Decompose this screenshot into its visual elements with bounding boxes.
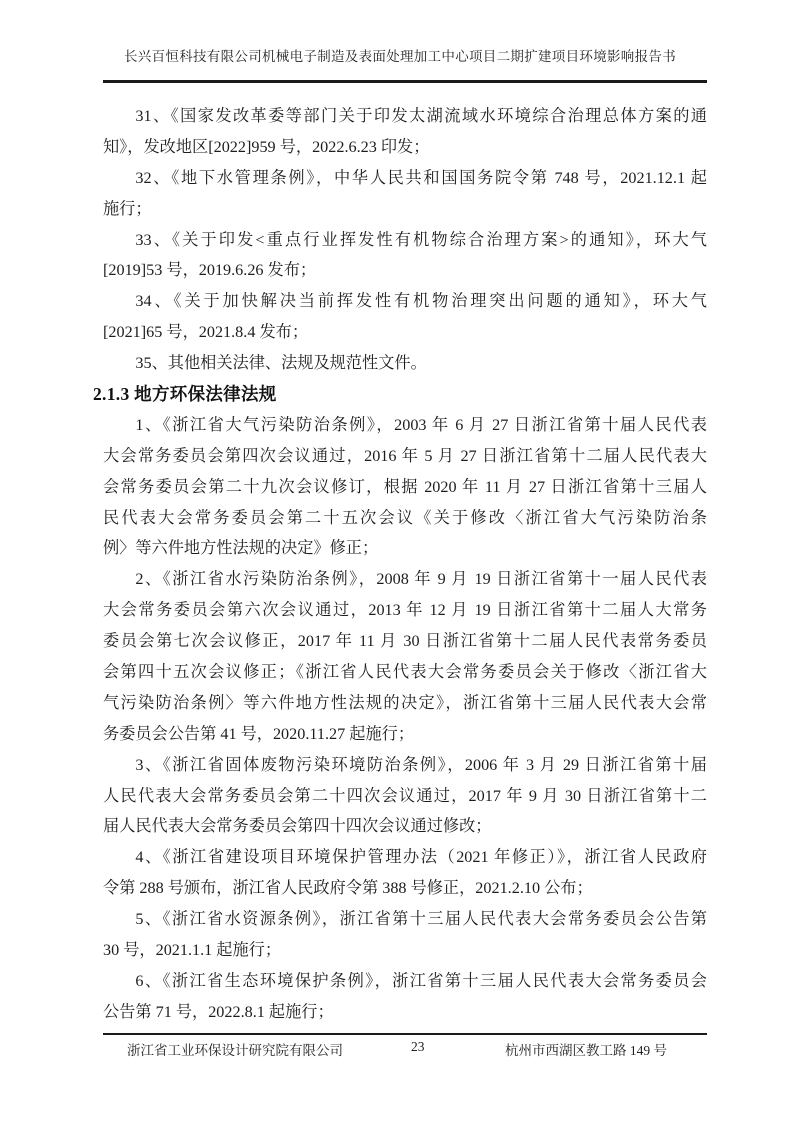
paragraph-line: 35、其他相关法律、法规及规范性文件。 bbox=[135, 354, 427, 373]
footer-page-number: 23 bbox=[411, 1039, 425, 1054]
paragraph-line: 2、《浙江省水污染防治条例》，2008 年 9 月 19 日浙江省第十一届人民代表 bbox=[135, 570, 707, 589]
paragraph-line: 6、《浙江省生态环境保护条例》，浙江省第十三届人民代表大会常务委员会 bbox=[135, 971, 707, 990]
document-body bbox=[93, 101, 707, 1028]
page-footer bbox=[103, 1039, 707, 1061]
paragraph-line: 例〉等六件地方性法规的决定》修正； bbox=[103, 539, 379, 558]
paragraph-line: 4、《浙江省建设项目环境保护管理办法（2021 年修正）》，浙江省人民政府 bbox=[135, 848, 707, 867]
paragraph-line: 施行； bbox=[103, 199, 152, 218]
section-heading: 2.1.3 地方环保法律法规 bbox=[93, 384, 277, 405]
paragraph-line: 委员会第七次会议修正，2017 年 11 月 30 日浙江省第十二届人民代表常务委员 bbox=[103, 632, 707, 651]
paragraph-line: 令第 288 号颁布，浙江省人民政府令第 388 号修正，2021.2.10 公布； bbox=[103, 879, 593, 898]
paragraph-line: 气污染防治条例〉等六件地方性法规的决定》，浙江省第十三届人民代表大会常 bbox=[103, 693, 707, 712]
header-rule bbox=[103, 80, 707, 83]
paragraph-line: 5、《浙江省水资源条例》，浙江省第十三届人民代表大会常务委员会公告第 bbox=[135, 910, 707, 929]
paragraph-line: 32、《地下水管理条例》，中华人民共和国国务院令第 748 号，2021.12.1 起 bbox=[135, 168, 707, 187]
header-title: 长兴百恒科技有限公司机械电子制造及表面处理加工中心项目二期扩建项目环境影响报告书 bbox=[124, 49, 676, 64]
paragraph-line: 大会常务委员会第六次会议通过，2013 年 12 月 19 日浙江省第十二届人大常务 bbox=[103, 601, 707, 620]
paragraph-line: 31、《国家发改革委等部门关于印发太湖流域水环境综合治理总体方案的通 bbox=[135, 107, 707, 125]
paragraph-line: 届人民代表大会常务委员会第四十四次会议通过修改； bbox=[103, 817, 492, 836]
paragraph-line: 知》，发改地区[2022]959 号，2022.6.23 印发； bbox=[103, 137, 430, 156]
paragraph-line: 会常务委员会第二十九次会议修订，根据 2020 年 11 月 27 日浙江省第十三届人 bbox=[103, 477, 707, 496]
paragraph-line: 人民代表大会常务委员会第二十四次会议通过，2017 年 9 月 30 日浙江省第十二 bbox=[103, 786, 707, 805]
paragraph-line: 30 号，2021.1.1 起施行； bbox=[103, 941, 282, 960]
footer-organization: 浙江省工业环保设计研究院有限公司 bbox=[127, 1043, 343, 1058]
paragraph-line: 1、《浙江省大气污染防治条例》，2003 年 6 月 27 日浙江省第十届人民代表 bbox=[135, 415, 707, 434]
paragraph-line: [2019]53 号，2019.6.26 发布； bbox=[103, 261, 317, 280]
paragraph-line: 公告第 71 号，2022.8.1 起施行； bbox=[103, 1002, 334, 1021]
paragraph-line: 务委员会公告第 41 号，2020.11.27 起施行； bbox=[103, 724, 415, 743]
paragraph-line: 大会常务委员会第四次会议通过，2016 年 5 月 27 日浙江省第十二届人民代表大 bbox=[103, 446, 707, 465]
paragraph-line: 34、《关于加快解决当前挥发性有机物治理突出问题的通知》，环大气 bbox=[135, 292, 707, 311]
paragraph-line: 民代表大会常务委员会第二十五次会议《关于修改〈浙江省大气污染防治条 bbox=[103, 508, 707, 527]
paragraph-line: 33、《关于印发<重点行业挥发性有机物综合治理方案>的通知》，环大气 bbox=[135, 230, 707, 249]
paragraph-line: [2021]65 号，2021.8.4 发布； bbox=[103, 323, 309, 342]
footer-rule bbox=[103, 1033, 707, 1035]
paragraph-line: 会第四十五次会议修正；《浙江省人民代表大会常务委员会关于修改〈浙江省大 bbox=[103, 663, 707, 682]
footer-address: 杭州市西湖区教工路 149 号 bbox=[505, 1043, 667, 1058]
paragraph-line: 3、《浙江省固体废物污染环境防治条例》，2006 年 3 月 29 日浙江省第十届 bbox=[135, 755, 707, 774]
